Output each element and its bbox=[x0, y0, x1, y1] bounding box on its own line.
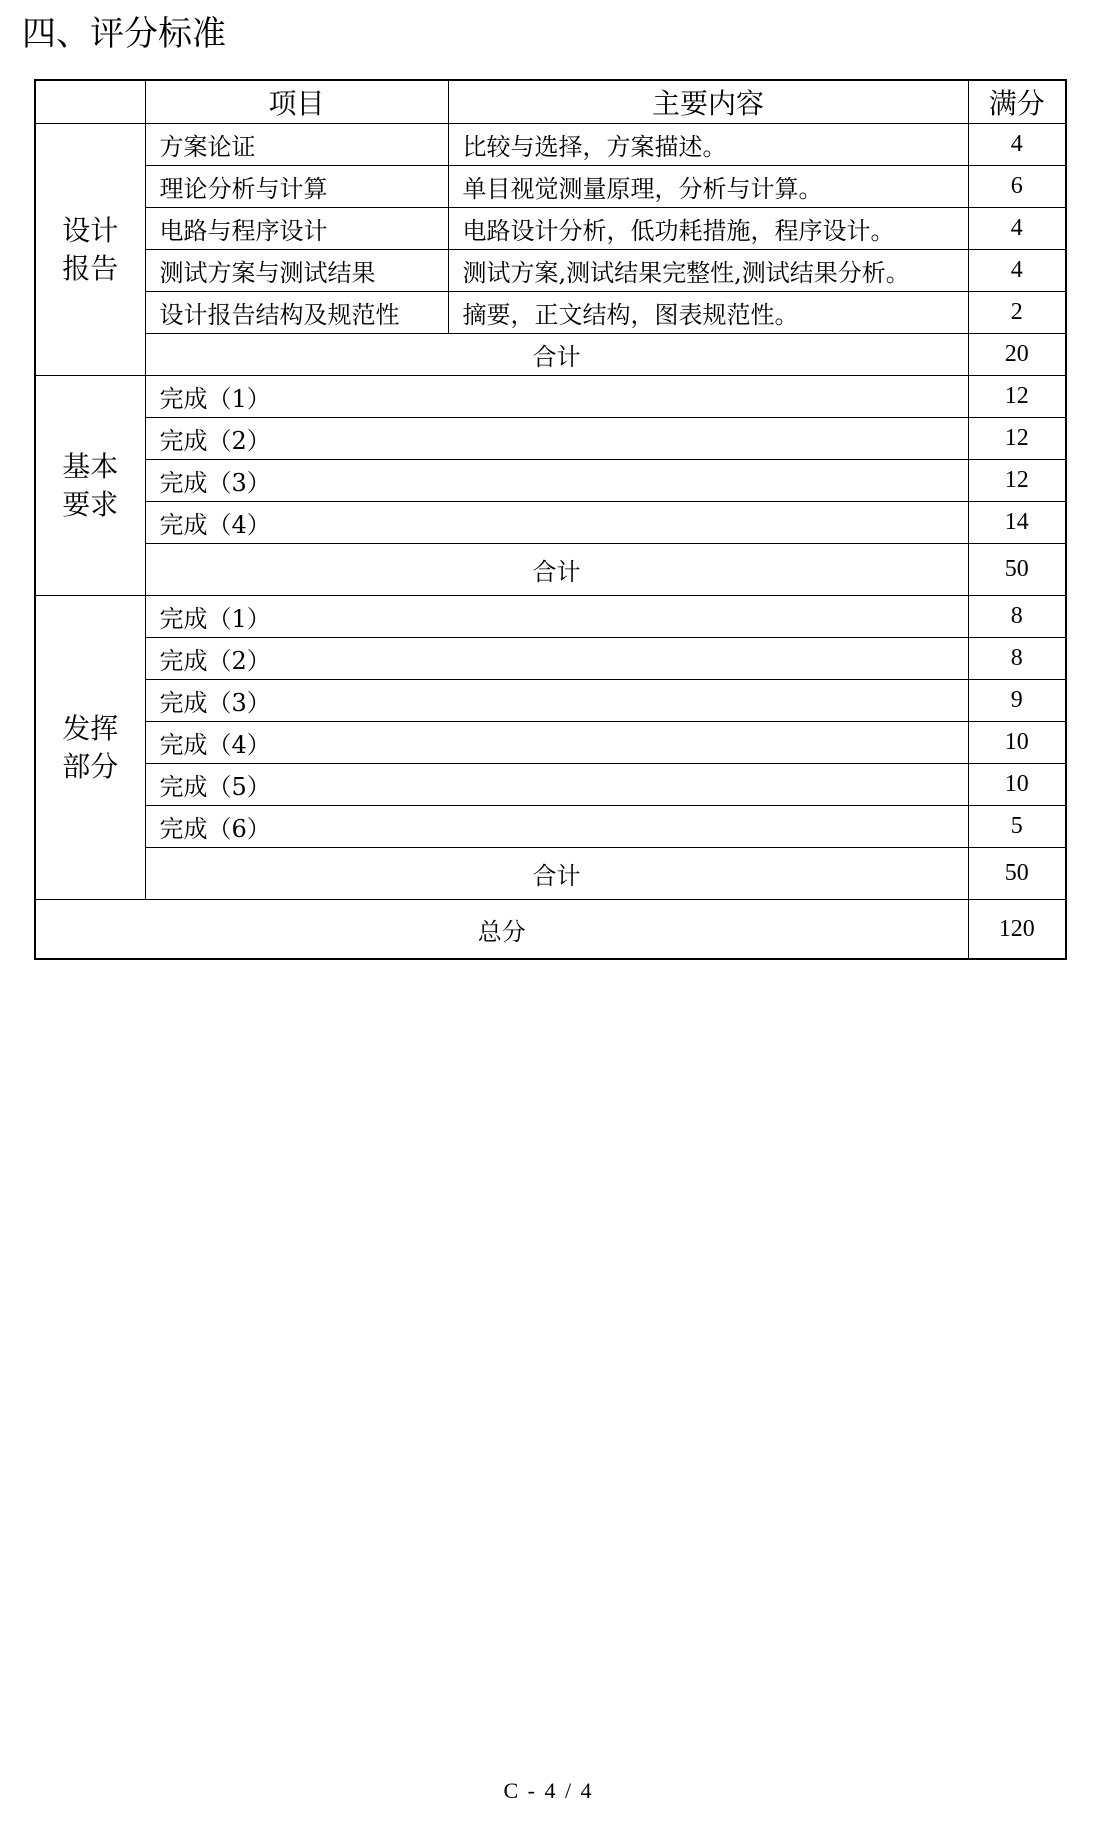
score-cell: 6 bbox=[968, 166, 1066, 208]
table-row bbox=[35, 250, 1066, 292]
score-cell: 2 bbox=[968, 292, 1066, 334]
item-cell: 完成（1） bbox=[145, 596, 968, 638]
subtotal-label: 合计 bbox=[145, 544, 968, 596]
content-cell: 比较与选择，方案描述。 bbox=[448, 124, 968, 166]
table-row bbox=[35, 764, 1066, 806]
grading-table bbox=[34, 79, 1067, 960]
header-row bbox=[35, 80, 1066, 124]
header-blank bbox=[35, 80, 145, 124]
item-cell: 测试方案与测试结果 bbox=[145, 250, 448, 292]
score-cell: 8 bbox=[968, 596, 1066, 638]
category-cell bbox=[35, 596, 145, 900]
table-row bbox=[35, 124, 1066, 166]
subtotal-score: 50 bbox=[968, 544, 1066, 596]
table-row bbox=[35, 208, 1066, 250]
score-cell: 4 bbox=[968, 250, 1066, 292]
item-cell: 设计报告结构及规范性 bbox=[145, 292, 448, 334]
total-score: 120 bbox=[968, 900, 1066, 960]
category-label: 发挥部分 bbox=[62, 711, 119, 783]
item-cell: 电路与程序设计 bbox=[145, 208, 448, 250]
category-label: 基本要求 bbox=[62, 449, 119, 521]
table-row bbox=[35, 166, 1066, 208]
table-row bbox=[35, 292, 1066, 334]
total-row bbox=[35, 900, 1066, 960]
page-heading: 四、评分标准 bbox=[22, 14, 226, 54]
subtotal-row bbox=[35, 848, 1066, 900]
item-cell: 方案论证 bbox=[145, 124, 448, 166]
table-row bbox=[35, 680, 1066, 722]
table-row bbox=[35, 638, 1066, 680]
content-cell: 单目视觉测量原理，分析与计算。 bbox=[448, 166, 968, 208]
item-cell: 完成（6） bbox=[145, 806, 968, 848]
table-row bbox=[35, 806, 1066, 848]
score-cell: 4 bbox=[968, 208, 1066, 250]
score-cell: 8 bbox=[968, 638, 1066, 680]
score-cell: 12 bbox=[968, 418, 1066, 460]
header-item: 项目 bbox=[145, 80, 448, 124]
content-cell: 测试方案,测试结果完整性,测试结果分析。 bbox=[448, 250, 968, 292]
table-row bbox=[35, 460, 1066, 502]
table-row bbox=[35, 722, 1066, 764]
item-cell: 完成（2） bbox=[145, 638, 968, 680]
subtotal-label: 合计 bbox=[145, 848, 968, 900]
category-cell bbox=[35, 124, 145, 376]
content-cell: 电路设计分析，低功耗措施，程序设计。 bbox=[448, 208, 968, 250]
table-row bbox=[35, 418, 1066, 460]
content-cell: 摘要，正文结构，图表规范性。 bbox=[448, 292, 968, 334]
score-cell: 12 bbox=[968, 460, 1066, 502]
score-cell: 10 bbox=[968, 764, 1066, 806]
score-cell: 12 bbox=[968, 376, 1066, 418]
page-footer: C - 4 / 4 bbox=[503, 1778, 594, 1803]
item-cell: 理论分析与计算 bbox=[145, 166, 448, 208]
item-cell: 完成（4） bbox=[145, 722, 968, 764]
category-cell bbox=[35, 376, 145, 596]
score-cell: 4 bbox=[968, 124, 1066, 166]
item-cell: 完成（3） bbox=[145, 680, 968, 722]
table-row bbox=[35, 596, 1066, 638]
score-cell: 9 bbox=[968, 680, 1066, 722]
score-cell: 10 bbox=[968, 722, 1066, 764]
score-cell: 5 bbox=[968, 806, 1066, 848]
score-cell: 14 bbox=[968, 502, 1066, 544]
header-content: 主要内容 bbox=[448, 80, 968, 124]
subtotal-label: 合计 bbox=[145, 334, 968, 376]
table-row bbox=[35, 376, 1066, 418]
subtotal-score: 20 bbox=[968, 334, 1066, 376]
item-cell: 完成（4） bbox=[145, 502, 968, 544]
subtotal-score: 50 bbox=[968, 848, 1066, 900]
item-cell: 完成（5） bbox=[145, 764, 968, 806]
header-score: 满分 bbox=[968, 80, 1066, 124]
total-label: 总分 bbox=[35, 900, 968, 960]
subtotal-row bbox=[35, 334, 1066, 376]
item-cell: 完成（3） bbox=[145, 460, 968, 502]
item-cell: 完成（2） bbox=[145, 418, 968, 460]
category-label: 设计报告 bbox=[62, 213, 119, 285]
table-row bbox=[35, 502, 1066, 544]
subtotal-row bbox=[35, 544, 1066, 596]
item-cell: 完成（1） bbox=[145, 376, 968, 418]
